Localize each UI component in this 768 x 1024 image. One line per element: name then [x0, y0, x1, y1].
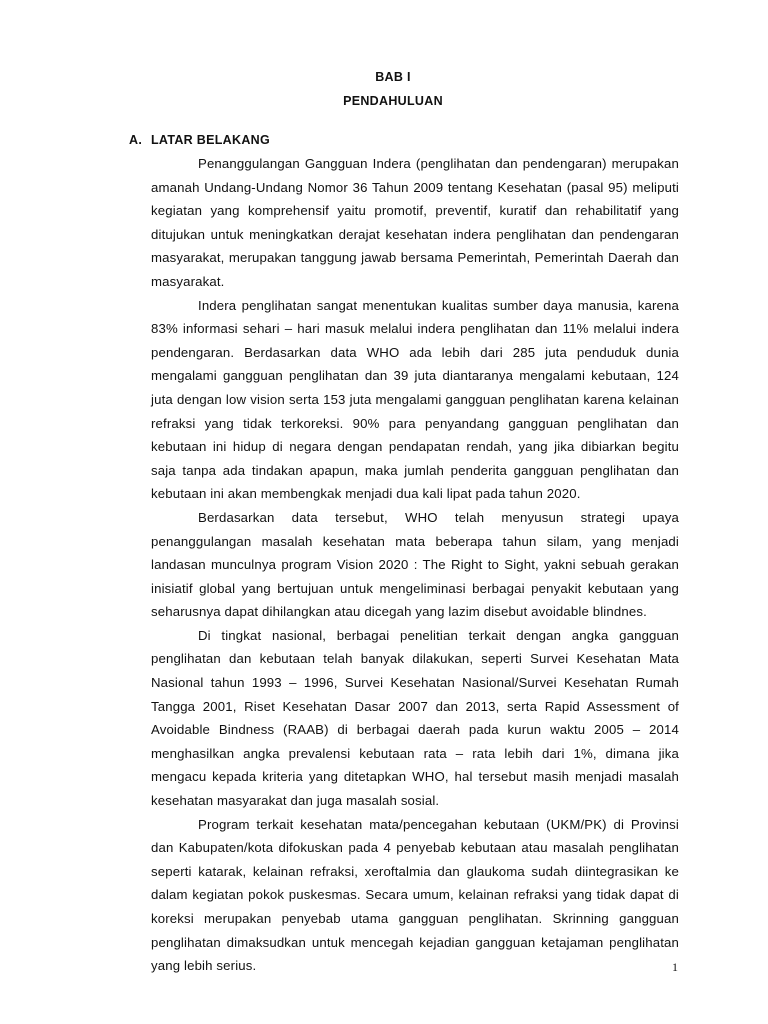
- paragraph: Penanggulangan Gangguan Indera (penglihatan dan pendengaran) merupakan amanah Undang-Undang Nomor 36 Tahun 2009 tentang Kesehatan (pasal 95) meliputi kegiatan yang komprehensif yaitu promotif, preventif, kuratif dan rehabilitatif yang ditujukan untuk meningkatkan derajat kesehatan indera penglihatan dan pendengaran masyarakat, merupakan tanggung jawab bersama Pemerintah, Pemerintah Daerah dan masyarakat.: [151, 156, 679, 289]
- section-heading: [129, 133, 270, 147]
- paragraph: Indera penglihatan sangat menentukan kualitas sumber daya manusia, karena 83% informasi sehari – hari masuk melalui indera penglihatan dan 11% melalui indera pendengaran. Berdasarkan data WHO ada lebih dari 285 juta penduduk dunia mengalami gangguan penglihatan dan 39 juta diantaranya mengalami kebutaan, 124 juta dengan low vision serta 153 juta mengalami gangguan penglihatan karena kelainan refraksi yang tidak terkoreksi. 90% para penyandang gangguan penglihatan dan kebutaan ini hidup di negara dengan pendapatan rendah, yang jika dibiarkan begitu saja tanpa ada tindakan apapun, maka jumlah penderita gangguan penglihatan dan kebutaan ini akan membengkak menjadi dua kali lipat pada tahun 2020.: [151, 297, 679, 502]
- paragraph: Berdasarkan data tersebut, WHO telah menyusun strategi upaya penanggulangan masalah kesehatan mata beberapa tahun silam, yang menjadi landasan munculnya program Vision 2020 : The Right to Sight, yakni sebuah gerakan inisiatif global yang bertujuan untuk mengeliminasi berbagai penyakit kebutaan yang seharusnya dapat dihilangkan atau dicegah yang lazim disebut avoidable blindnes.: [151, 509, 679, 620]
- paragraph: Program terkait kesehatan mata/pencegahan kebutaan (UKM/PK) di Provinsi dan Kabupaten/kota difokuskan pada 4 penyebab kebutaan atau masalah penglihatan seperti katarak, kelainan refraksi, xeroftalmia dan glaukoma sudah diintegrasikan ke dalam kegiatan pokok puskesmas. Secara umum, kelainan refraksi yang tidak dapat di koreksi merupakan penyebab utama gangguan penglihatan. Skrinning gangguan penglihatan dimaksudkan untuk mencegah kejadian gangguan ketajaman penglihatan yang lebih serius.: [151, 816, 679, 974]
- body-text: [151, 152, 679, 978]
- paragraph: Di tingkat nasional, berbagai penelitian terkait dengan angka gangguan penglihatan dan kebutaan telah banyak dilakukan, seperti Survei Kesehatan Mata Nasional tahun 1993 – 1996, Survei Kesehatan Nasional/Survei Kesehatan Rumah Tangga 2001, Riset Kesehatan Dasar 2007 dan 2013, serta Rapid Assessment of Avoidable Bindness (RAAB) di berbagai daerah pada kurun waktu 2005 – 2014 menghasilkan angka prevalensi kebutaan rata – rata lebih dari 1%, dimana jika mengacu kepada kriteria yang ditetapkan WHO, hal tersebut masih menjadi masalah kesehatan masyarakat dan juga masalah sosial.: [151, 627, 679, 809]
- chapter-title: PENDAHULUAN: [343, 94, 443, 108]
- chapter-number: BAB I: [375, 70, 411, 84]
- section-title: LATAR BELAKANG: [151, 133, 271, 147]
- section-letter: A.: [129, 133, 143, 147]
- page-number: 1: [672, 960, 678, 974]
